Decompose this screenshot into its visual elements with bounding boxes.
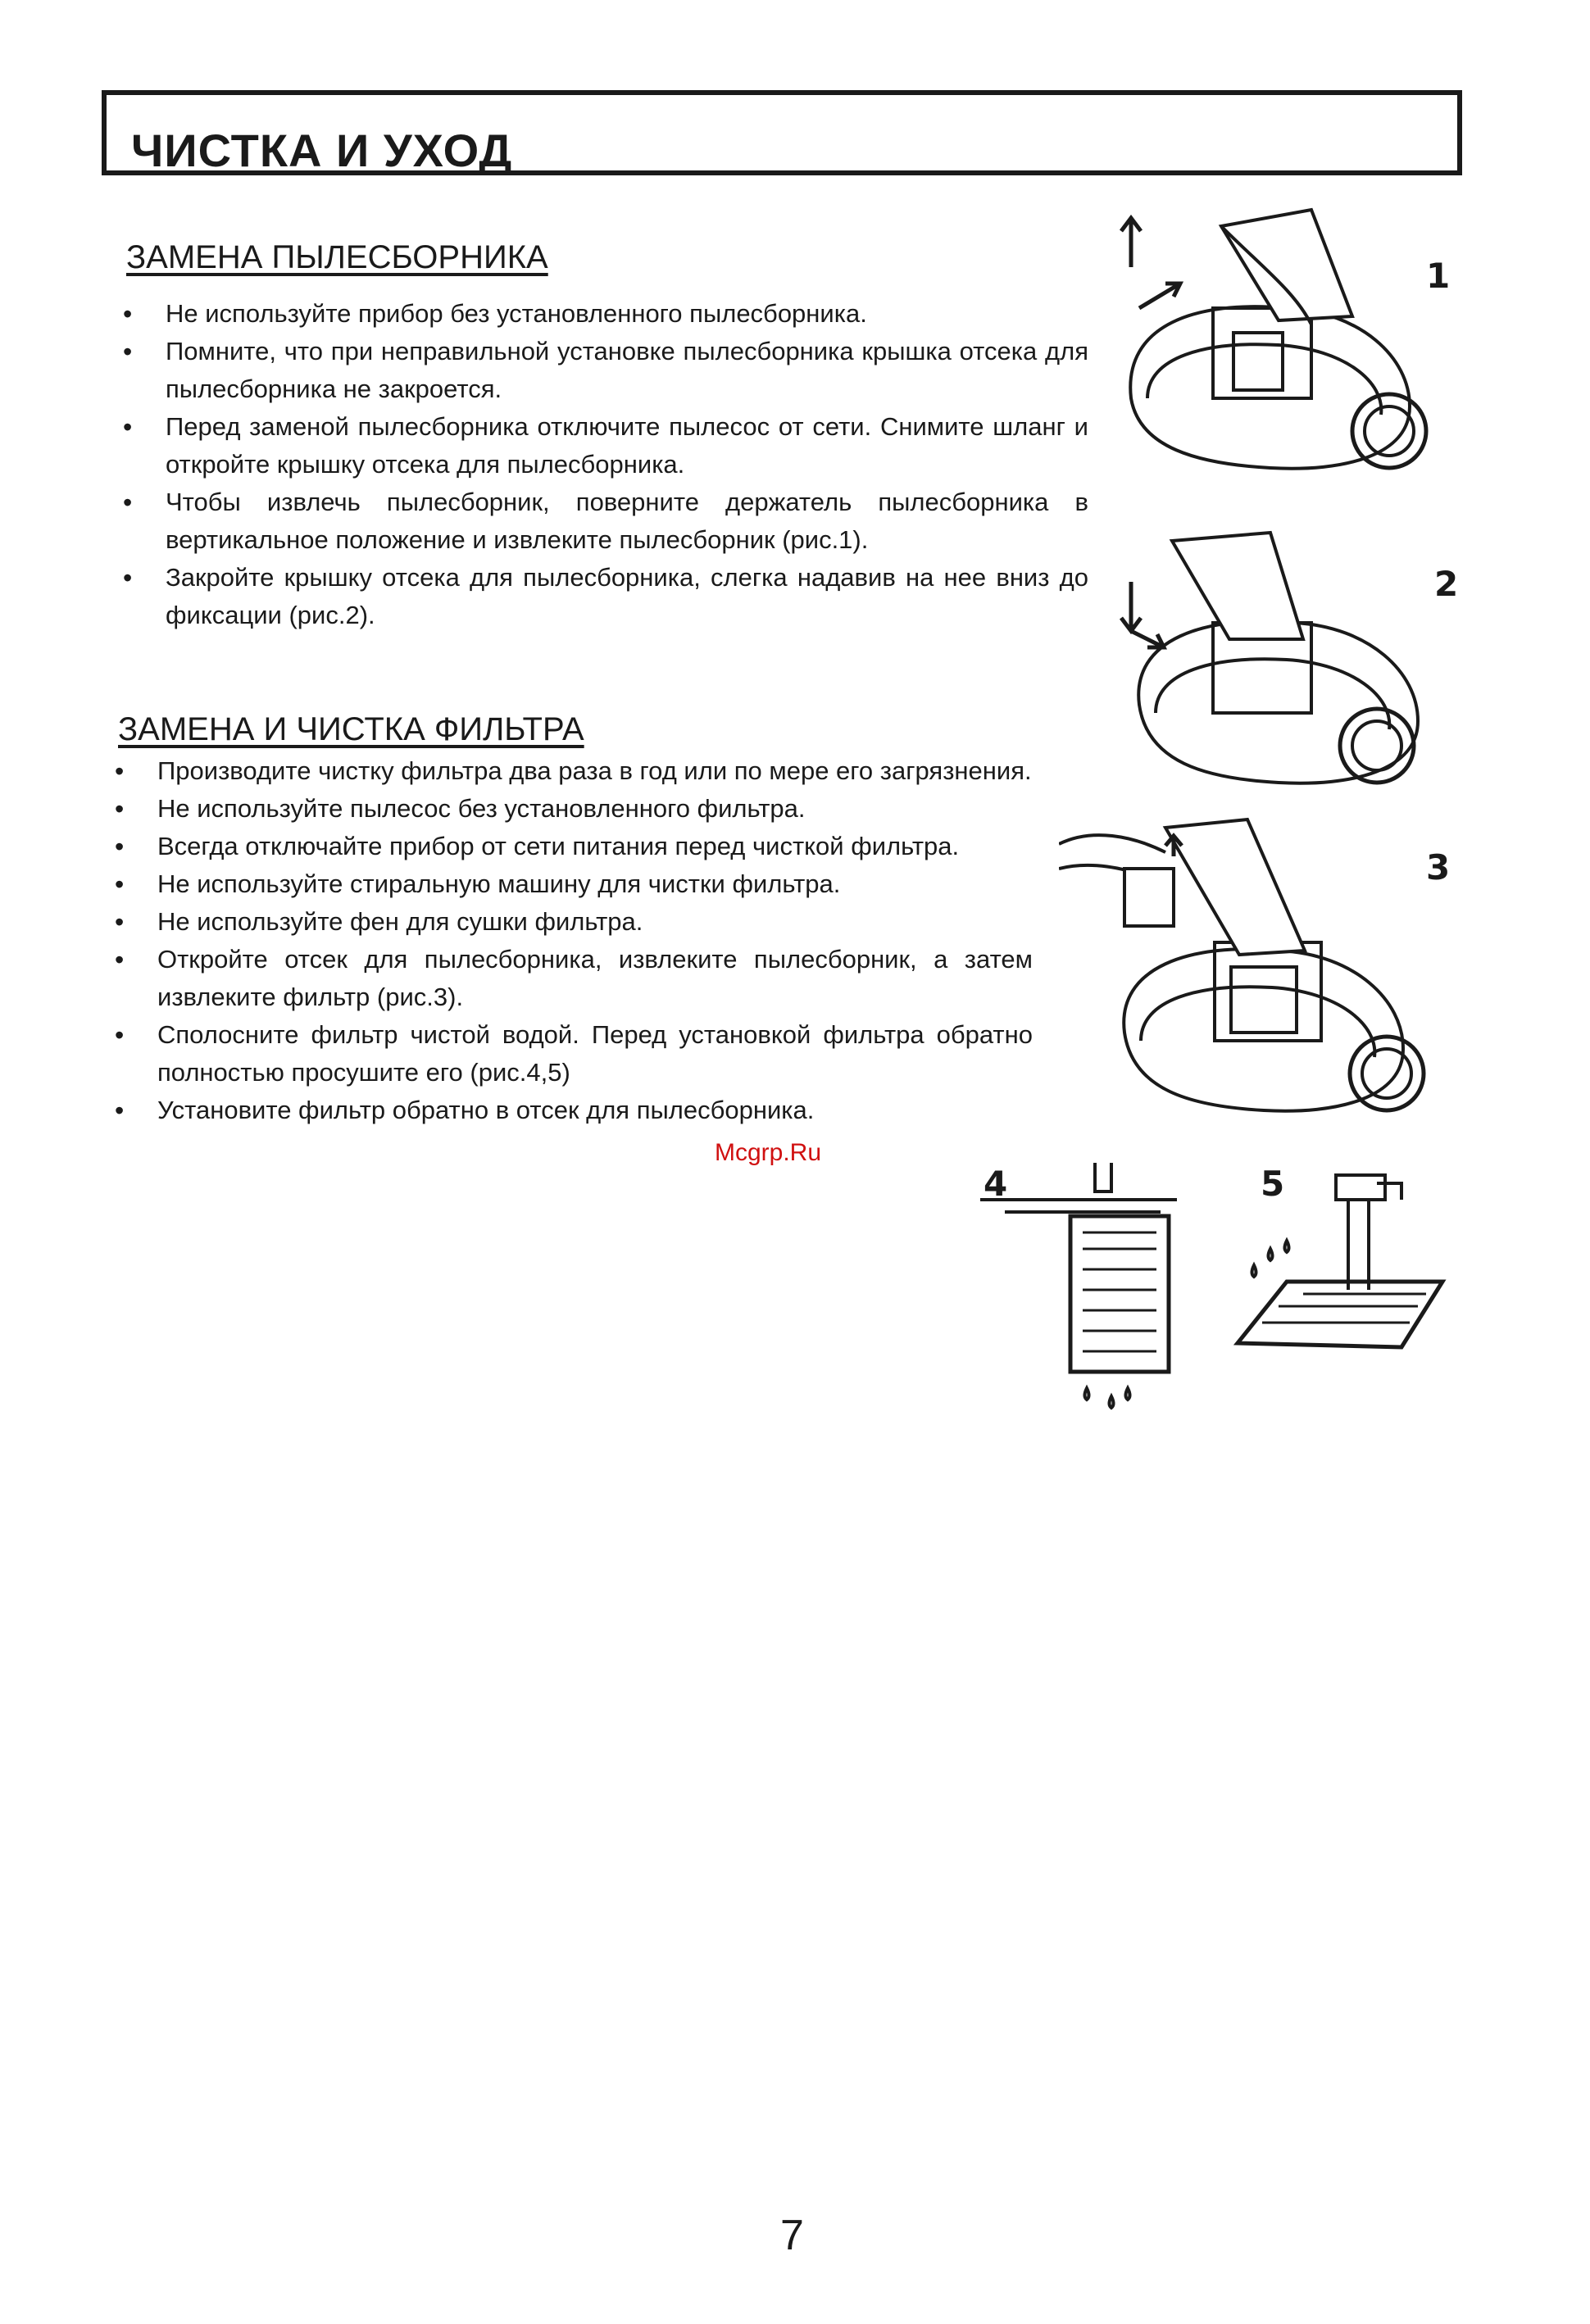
figure-number: 1 — [1426, 256, 1451, 296]
figure-1 — [1098, 193, 1459, 488]
list-item: • Перед заменой пылесборника отключите пылесос от сети. Снимите шланг и откройте крышку отсека для пылесборника. — [116, 408, 1088, 483]
figure-4 — [980, 1159, 1193, 1421]
figure-number: 4 — [984, 1164, 1008, 1204]
figure-number: 5 — [1261, 1164, 1285, 1204]
page-number: 7 — [780, 2212, 804, 2259]
vacuum-cleaner-open-lid-icon — [1098, 193, 1459, 488]
dust-bag-instructions — [116, 295, 1088, 634]
list-item: • Не используйте пылесос без установленного фильтра. — [108, 790, 1033, 828]
figure-number: 2 — [1434, 564, 1459, 604]
filter-rinse-icon — [980, 1159, 1193, 1421]
vacuum-cleaner-closing-lid-icon — [1106, 524, 1467, 803]
figure-number: 3 — [1426, 847, 1451, 887]
figure-5 — [1229, 1159, 1451, 1380]
watermark: Mcgrp.Ru — [715, 1139, 822, 1166]
list-item: • Не используйте стиральную машину для чистки фильтра. — [108, 865, 1033, 903]
list-item: • Сполосните фильтр чистой водой. Перед установкой фильтра обратно полностью просушите его (рис.4,5) — [108, 1016, 1033, 1092]
vacuum-cleaner-filter-removal-icon — [1059, 811, 1461, 1139]
list-item: • Помните, что при неправильной установке пылесборника крышка отсека для пылесборника не закроется. — [116, 333, 1088, 408]
figure-2 — [1106, 524, 1467, 803]
list-item: • Откройте отсек для пылесборника, извлеките пылесборник, а затем извлеките фильтр (рис.3). — [108, 941, 1033, 1016]
section-heading-dust-bag: ЗАМЕНА ПЫЛЕСБОРНИКА — [126, 239, 548, 275]
figure-3 — [1059, 811, 1461, 1139]
filter-instructions — [108, 752, 1033, 1129]
list-item: • Всегда отключайте прибор от сети питания перед чисткой фильтра. — [108, 828, 1033, 865]
list-item: • Не используйте прибор без установленного пылесборника. — [116, 295, 1088, 333]
list-item: • Установите фильтр обратно в отсек для пылесборника. — [108, 1092, 1033, 1129]
section-heading-filter: ЗАМЕНА И ЧИСТКА ФИЛЬТРА — [118, 711, 584, 747]
list-item: • Закройте крышку отсека для пылесборника, слегка надавив на нее вниз до фиксации (рис.2). — [116, 559, 1088, 634]
title-box — [102, 90, 1462, 175]
list-item: • Чтобы извлечь пылесборник, поверните держатель пылесборника в вертикальное положение и извлеките пылесборник (рис.1). — [116, 483, 1088, 559]
list-item: • Производите чистку фильтра два раза в год или по мере его загрязнения. — [108, 752, 1033, 790]
page-title: ЧИСТКА И УХОД — [131, 125, 513, 176]
list-item: • Не используйте фен для сушки фильтра. — [108, 903, 1033, 941]
